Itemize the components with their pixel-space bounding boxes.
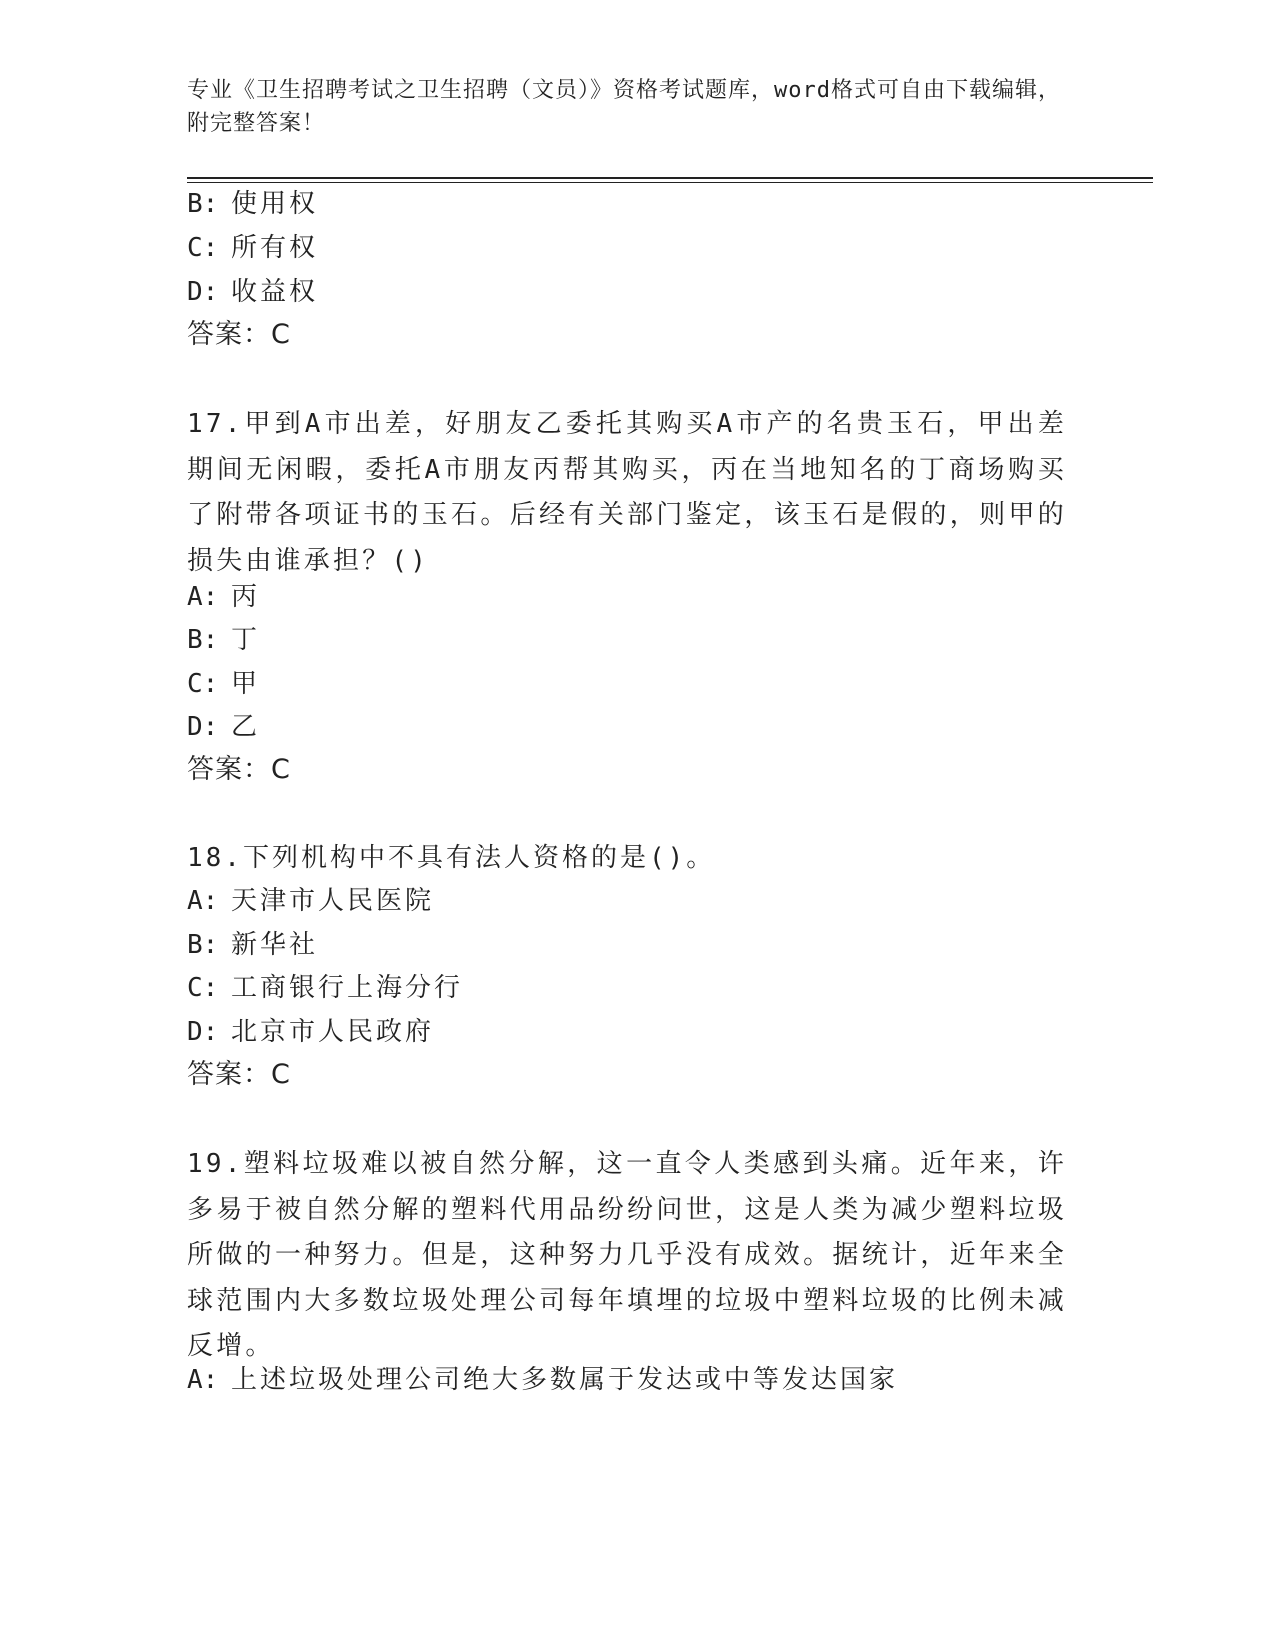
question-17-text: 17.甲到A市出差，好朋友乙委托其购买A市产的名贵玉石，甲出差期间无闲暇，委托A市朋友丙帮其购买，丙在当地知名的丁商场购买了附带各项证书的玉石。后经有关部门鉴定，该玉石是假的，则甲的损失由谁承担？() bbox=[187, 409, 1067, 576]
option-b bbox=[187, 620, 260, 660]
answer-line: 答案：C bbox=[187, 754, 291, 785]
option-letter: C: bbox=[187, 973, 219, 1003]
option-text: 丙 bbox=[231, 582, 261, 612]
option-letter: B: bbox=[187, 189, 219, 219]
option-letter: D: bbox=[187, 712, 219, 742]
option-b bbox=[187, 925, 318, 965]
option-text: 北京市人民政府 bbox=[231, 1017, 435, 1047]
option-c bbox=[187, 968, 463, 1008]
option-text: 收益权 bbox=[231, 277, 319, 307]
option-d bbox=[187, 1012, 434, 1052]
header-divider-thin bbox=[187, 182, 1153, 183]
option-b bbox=[187, 184, 318, 224]
option-letter: A: bbox=[187, 886, 219, 916]
option-a bbox=[187, 881, 434, 921]
option-letter: D: bbox=[187, 277, 219, 307]
option-text: 新华社 bbox=[231, 930, 319, 960]
option-c bbox=[187, 228, 318, 268]
option-d bbox=[187, 272, 318, 312]
option-text: 丁 bbox=[231, 625, 261, 655]
option-letter: A: bbox=[187, 582, 219, 612]
option-text: 天津市人民医院 bbox=[231, 886, 435, 916]
answer-line: 答案：C bbox=[187, 1059, 291, 1090]
option-c bbox=[187, 664, 260, 704]
option-letter: B: bbox=[187, 930, 219, 960]
question-18-text: 18.下列机构中不具有法人资格的是()。 bbox=[187, 843, 716, 873]
header-divider-thick bbox=[187, 177, 1153, 179]
document-header: 专业《卫生招聘考试之卫生招聘（文员）》资格考试题库，word格式可自由下载编辑，附完整答案！ bbox=[187, 78, 1061, 136]
option-letter: B: bbox=[187, 625, 219, 655]
answer-line: 答案：C bbox=[187, 319, 291, 350]
option-letter: D: bbox=[187, 1017, 219, 1047]
option-text: 甲 bbox=[231, 669, 261, 699]
option-letter: C: bbox=[187, 233, 219, 263]
option-a bbox=[187, 1360, 898, 1400]
option-letter: C: bbox=[187, 669, 219, 699]
option-letter: A: bbox=[187, 1365, 219, 1395]
option-d bbox=[187, 707, 260, 747]
option-text: 工商银行上海分行 bbox=[231, 973, 464, 1003]
option-text: 所有权 bbox=[231, 233, 319, 263]
option-a bbox=[187, 577, 260, 617]
option-text: 乙 bbox=[231, 712, 261, 742]
question-19-text: 19.塑料垃圾难以被自然分解，这一直令人类感到头痛。近年来，许多易于被自然分解的塑料代用品纷纷问世，这是人类为减少塑料垃圾所做的一种努力。但是，这种努力几乎没有成效。据统计，近年来全球范围内大多数垃圾处理公司每年填埋的垃圾中塑料垃圾的比例未减反增。 bbox=[187, 1149, 1067, 1361]
option-text: 上述垃圾处理公司绝大多数属于发达或中等发达国家 bbox=[231, 1365, 899, 1395]
option-text: 使用权 bbox=[231, 189, 319, 219]
